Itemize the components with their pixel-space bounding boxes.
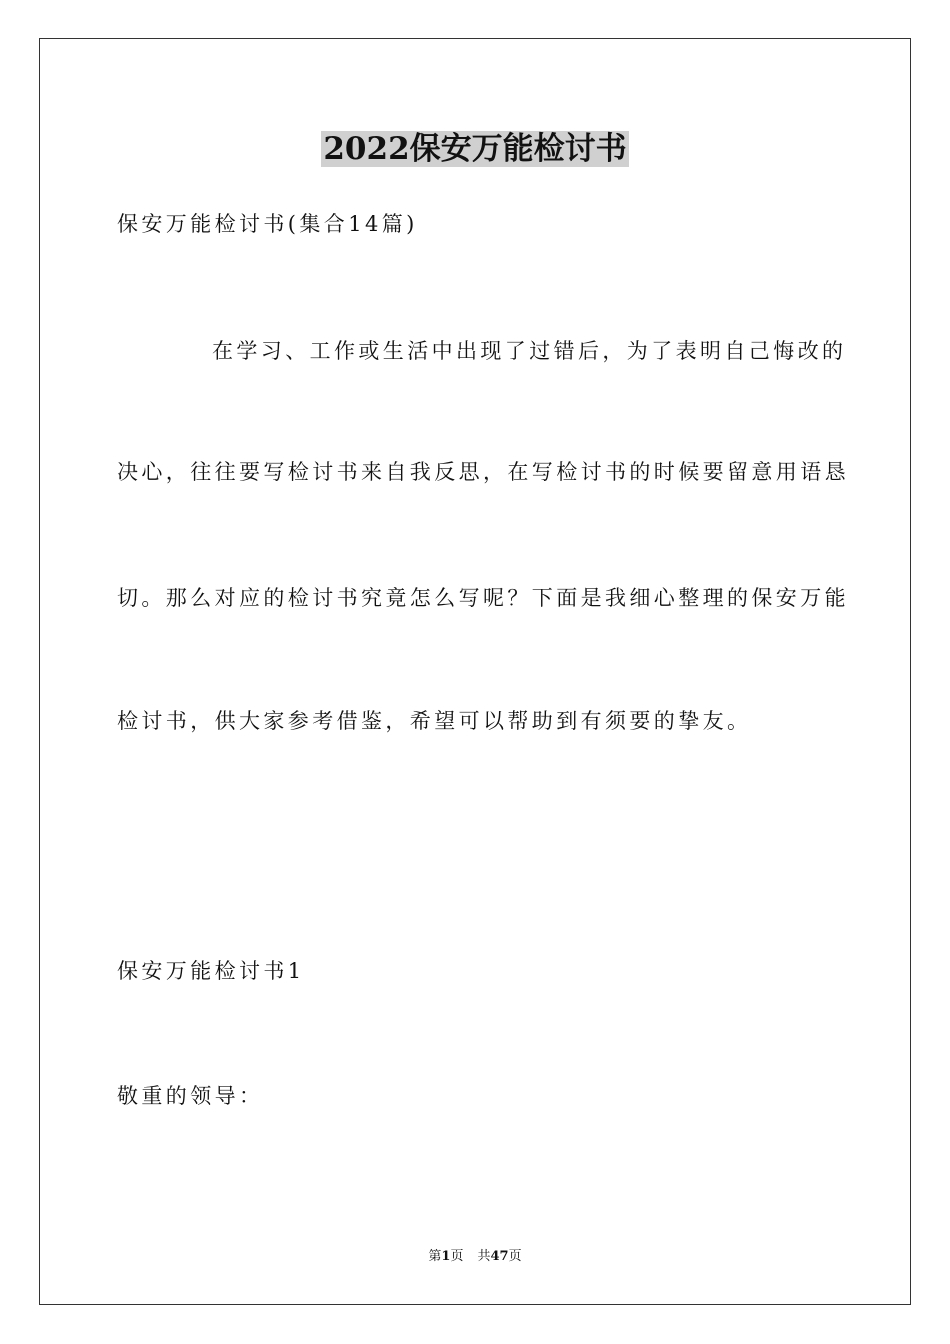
page-footer [0,1247,950,1267]
document-title-text: 2022保安万能检讨书 [323,131,627,167]
document-title [0,127,950,171]
salutation: 敬重的领导： [117,1084,264,1108]
intro-paragraph-line-2: 决心，往往要写检讨书来自我反思，在写检讨书的时候要留意用语恳 [117,460,849,484]
intro-paragraph-line-3: 切。那么对应的检讨书究竟怎么写呢？下面是我细心整理的保安万能 [117,586,849,610]
footer-total-suffix: 页 [508,1249,522,1264]
footer-page-number: 1 [441,1249,451,1264]
footer-total-prefix: 共 [477,1249,491,1264]
intro-paragraph-line-1: 在学习、工作或生活中出现了过错后，为了表明自己悔改的 [212,339,847,363]
footer-page-suffix: 页 [450,1249,464,1264]
section-heading: 保安万能检讨书1 [117,959,305,983]
footer-total-pages: 47 [490,1249,509,1264]
intro-paragraph-line-4: 检讨书，供大家参考借鉴，希望可以帮助到有须要的挚友。 [117,709,752,733]
footer-page-prefix: 第 [428,1249,442,1264]
document-subtitle: 保安万能检讨书(集合14篇) [117,212,418,236]
